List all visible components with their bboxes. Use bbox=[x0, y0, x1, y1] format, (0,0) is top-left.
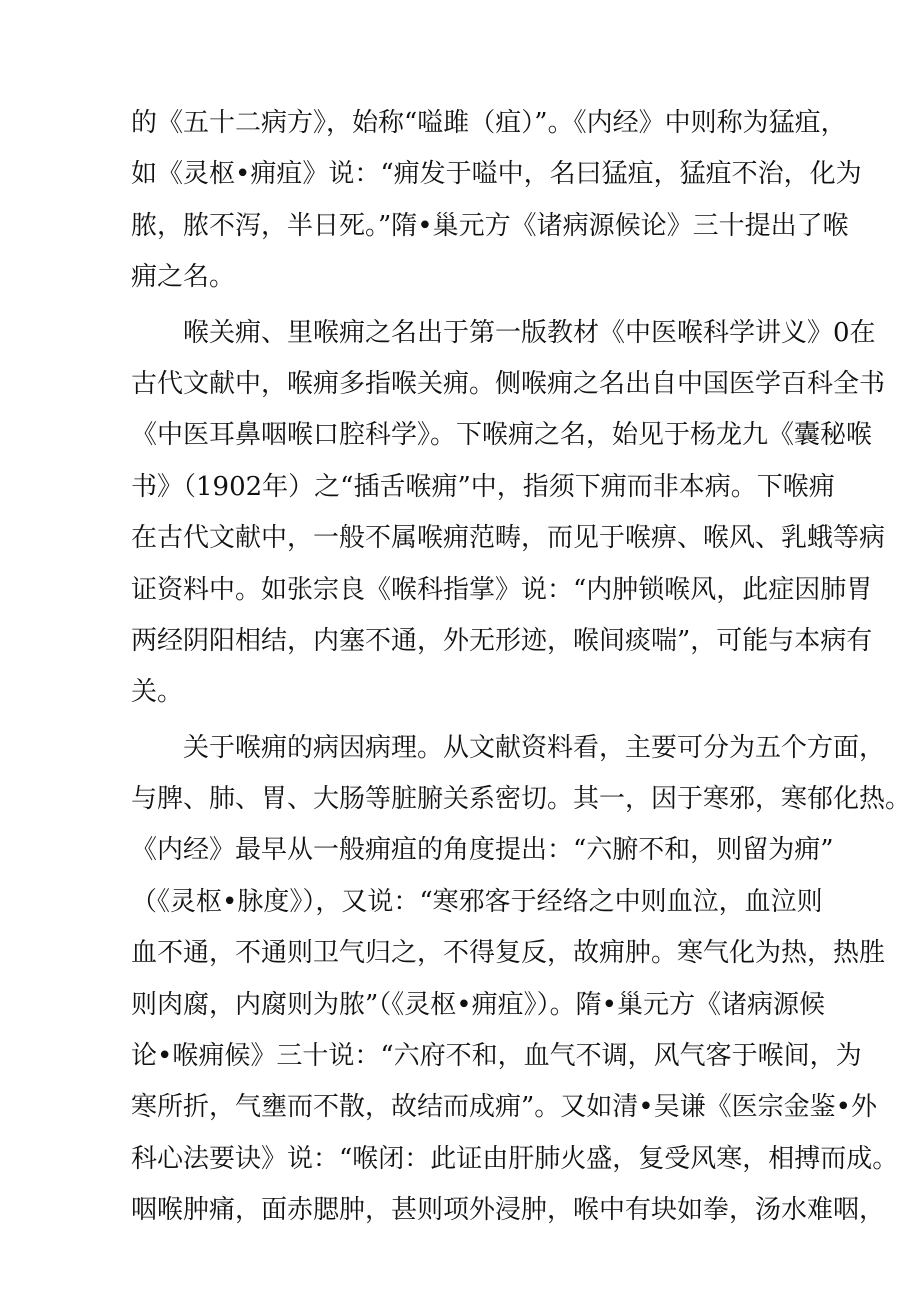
text-line: 咽喉肿痛，面赤腮肿，甚则项外浸肿，喉中有块如拳，汤水难咽， bbox=[131, 1195, 886, 1226]
text-line: 寒所折，气壅而不散，故结而成痈”。又如清•吴谦《医宗金鉴•外 bbox=[131, 1092, 877, 1123]
paragraph-3 bbox=[131, 723, 912, 1237]
text-line: 喉关痈、里喉痈之名出于第一版教材《中医喉科学讲义》0在 bbox=[131, 317, 876, 348]
text-line: 古代文献中，喉痈多指喉关痈。侧喉痈之名出自中国医学百科全书 bbox=[131, 368, 886, 399]
text-line: 关。 bbox=[131, 677, 184, 708]
text-line: 如《灵枢•痈疽》说：“痈发于嗌中，名曰猛疽，猛疽不治，化为 bbox=[131, 159, 862, 190]
body-text bbox=[131, 98, 912, 1237]
text-line: 关于喉痈的病因病理。从文献资料看，主要可分为五个方面， bbox=[131, 732, 886, 763]
text-line: 与脾、肺、胃、大肠等脏腑关系密切。其一，因于寒邪，寒郁化热。 bbox=[131, 784, 912, 815]
text-line: 证资料中。如张宗良《喉科指掌》说：“内肿锁喉风，此症因肺胃 bbox=[131, 574, 873, 605]
text-line: 科心法要诀》说：“喉闭：此证由肝肺火盛，复受风寒，相搏而成。 bbox=[131, 1143, 899, 1174]
text-line: 在古代文献中，一般不属喉痈范畴，而见于喉痹、喉风、乳蛾等病 bbox=[131, 523, 886, 554]
text-line: 两经阴阳相结，内塞不通，外无形迹，喉间痰喘”，可能与本病有 bbox=[131, 625, 873, 656]
text-line: 《内经》最早从一般痈疽的角度提出：“六腑不和，则留为痈” bbox=[131, 835, 834, 866]
text-line: 痈之名。 bbox=[131, 262, 236, 293]
text-line: 《中医耳鼻咽喉口腔科学》。下喉痈之名，始见于杨龙九《囊秘喉 bbox=[131, 420, 873, 451]
text-line: 则肉腐，内腐则为脓”（《灵枢•痈疽》）。隋•巢元方《诸病源候 bbox=[131, 989, 825, 1020]
text-line: 书》（1902年）之“插舌喉痈”中，指须下痈而非本病。下喉痈 bbox=[131, 471, 835, 502]
text-line: 的《五十二病方》，始称“嗌雎（疽）”。《内经》中则称为猛疽， bbox=[131, 108, 847, 138]
text-line: （《灵枢•脉度》），又说：“寒邪客于经络之中则血泣，血泣则 bbox=[131, 886, 823, 917]
text-line: 论•喉痈候》三十说：“六府不和，血气不调，风气客于喉间，为 bbox=[131, 1041, 862, 1072]
text-line: 脓，脓不泻，半日死。”隋•巢元方《诸病源候论》三十提出了喉 bbox=[131, 210, 849, 241]
text-line: 血不通，不通则卫气归之，不得复反，故痈肿。寒气化为热，热胜 bbox=[131, 938, 886, 969]
paragraph-2 bbox=[131, 308, 886, 719]
paragraph-1 bbox=[131, 98, 862, 304]
